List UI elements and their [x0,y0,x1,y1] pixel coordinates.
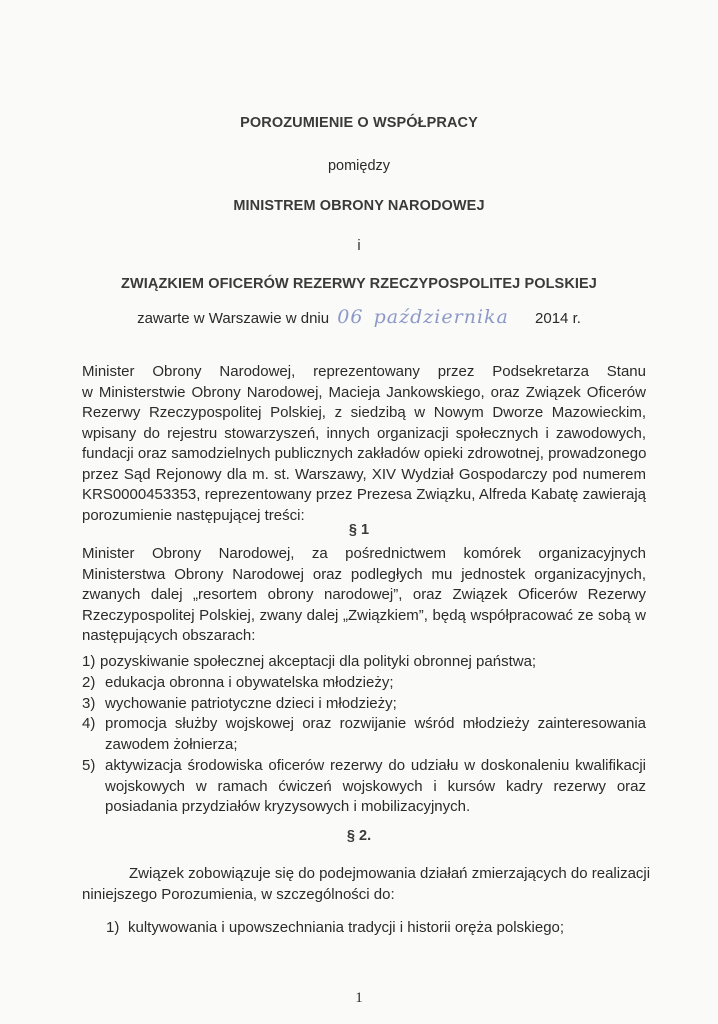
text-line: przez Sąd Rejonowy dla m. st. Warszawy, XIV Wydział Gospodarczy pod numerem [82,465,646,483]
list-text: aktywizacja środowiska oficerów rezerwy do udziału w doskonaleniu kwalifikacji [105,757,646,774]
date-year: 2014 r. [535,310,581,327]
party-1: MINISTREM OBRONY NARODOWEJ [233,198,485,214]
list-text: edukacja obronna i obywatelska młodzieży; [105,674,394,691]
intro-paragraph [82,362,646,526]
list-text: posiadania przydziałów kryzysowych i mobilizacyjnych. [105,798,471,815]
text-line: wpisany do rejestru stowarzyszeń, innych organizacji społecznych i zawodowych, [82,424,646,442]
text-line: Minister Obrony Narodowej, reprezentowany przez Podsekretarza Stanu [82,363,646,380]
text-line: porozumienie następującej treści: [82,506,305,524]
text-line: niniejszego Porozumienia, w szczególności do: [82,885,395,903]
text-line: w Ministerstwie Obrony Narodowej, Macieja Jankowskiego, oraz Związek Oficerów [82,383,646,401]
list-number: 1) [106,919,120,936]
text-line: Rezerwy Rzeczypospolitej Polskiej, z siedzibą w Nowym Dworze Mazowieckim, [82,404,646,421]
text-line: Ministerstwa Obrony Narodowej oraz podległych mu jednostek organizacyjnych, [82,565,646,583]
text-line: Rzeczypospolitej Polskiej, zwany dalej „Związkiem”, będą współpracować ze sobą w [82,606,646,624]
section-1-paragraph [82,544,646,647]
party-2: ZWIĄZKIEM OFICERÓW REZERWY RZECZYPOSPOLITEJ POLSKIEJ [121,276,597,292]
list-number: 3) [82,695,96,712]
section-1-heading: § 1 [348,522,370,538]
list-text: kultywowania i upowszechniania tradycji i historii oręża polskiego; [128,919,565,936]
page-number: 1 [355,990,363,1006]
text-line: następujących obszarach: [82,627,256,644]
list-text: promocja służby wojskowej oraz rozwijanie wśród młodzieży zainteresowania [105,715,646,732]
handwritten-day: 06 [337,306,364,328]
list-number: 1) [82,653,96,670]
document-title: POROZUMIENIE O WSPÓŁPRACY [240,115,478,131]
list-text: pozyskiwanie społecznej akceptacji dla polityki obronnej państwa; [100,653,537,670]
handwritten-month: października [373,306,509,328]
list-text: zawodem żołnierza; [105,735,238,753]
text-line: KRS0000453353, reprezentowany przez Prezesa Związku, Alfreda Kabatę zawierają [82,486,646,503]
list-number: 2) [82,674,96,691]
and-text: i [357,238,361,254]
text-line: zwanych dalej „resortem obrony narodowej”, oraz Związek Oficerów Rezerwy [82,586,646,603]
list-number: 4) [82,715,96,732]
section-2-paragraph [82,864,651,905]
list-number: 5) [82,757,96,774]
list-text: wychowanie patriotyczne dzieci i młodzieży; [105,695,397,712]
text-line: fundacji oraz samodzielnych publicznych zakładów opieki zdrowotnej, prowadzonego [82,445,647,462]
text-line: Związek zobowiązuje się do podejmowania działań zmierzających do realizacji [129,865,651,882]
between-text: pomiędzy [327,158,391,174]
text-line: Minister Obrony Narodowej, za pośrednictwem komórek organizacyjnych [82,545,646,562]
section-2-heading: § 2. [346,828,372,844]
date-line [0,306,718,328]
date-prefix: zawarte w Warszawie w dniu [137,310,330,327]
list-text: wojskowych w ramach ćwiczeń wojskowych i kursów kadry rezerwy oraz [105,777,646,795]
